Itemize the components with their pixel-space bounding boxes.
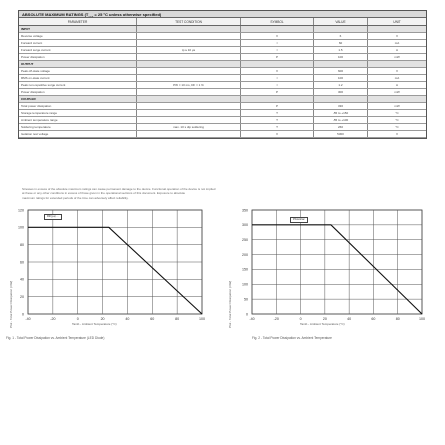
cell-symbol: I	[241, 82, 314, 88]
y-tick-label: 0	[246, 312, 248, 317]
cell-unit: mW	[394, 90, 400, 94]
cell-unit	[368, 61, 426, 67]
x-tick-label: -40	[25, 317, 31, 321]
cell-test-condition	[137, 89, 241, 95]
cell-parameter: RMS on-state current	[19, 75, 137, 81]
fig2-x-axis-label: Tamb - Ambient Temperature (°C)	[300, 322, 345, 326]
table-section-row	[19, 26, 426, 33]
x-tick-label: 60	[150, 317, 155, 321]
cell-unit: V	[395, 132, 398, 136]
header-symbol: SYMBOL	[241, 18, 314, 25]
table-section-row	[19, 61, 426, 68]
header-unit: UNIT	[393, 20, 401, 24]
cell-parameter: Total power dissipation	[19, 103, 137, 109]
cell-value	[314, 96, 368, 102]
cell-test-condition	[137, 26, 241, 32]
cell-test-condition	[137, 75, 241, 81]
x-tick-label: -20	[273, 317, 279, 321]
header-value: VALUE	[314, 18, 368, 25]
cell-symbol: P	[241, 89, 314, 95]
cell-value: -55 to +150	[314, 110, 368, 116]
table-row	[19, 40, 426, 47]
cell-unit: °C	[395, 118, 399, 122]
cell-unit: °C	[395, 125, 399, 129]
cell-value: 330	[314, 103, 368, 109]
cell-test-condition	[137, 103, 241, 109]
cell-test-condition	[137, 131, 241, 137]
fig2-caption: Fig. 2 - Total Power Dissipation vs. Ambient Temperature	[252, 336, 332, 340]
x-tick-label: 20	[322, 317, 327, 321]
x-tick-label: 80	[175, 317, 180, 321]
note-line: Stresses in excess of the absolute maximum ratings can cause permanent damage to the device. Functional operation of the device is not implied	[22, 187, 216, 191]
table-title: ABSOLUTE MAXIMUM RATINGS ($T_{amb} = 25$ °C unless otherwise specified)	[19, 11, 426, 18]
cell-test-condition: tp ≤ 10 μs	[137, 47, 241, 53]
x-tick-label: -20	[50, 317, 56, 321]
cell-parameter: Storage temperature range	[19, 110, 137, 116]
cell-parameter: Forward surge current	[19, 47, 137, 53]
fig1-legend: Rth(j-a) ...	[44, 214, 62, 220]
cell-parameter: Ambient temperature range	[19, 117, 137, 123]
y-tick-label: 0	[22, 312, 24, 317]
cell-value: 260	[314, 124, 368, 130]
cell-symbol: V	[241, 131, 314, 137]
table-row	[19, 54, 426, 61]
table-row	[19, 131, 426, 138]
x-tick-label: 40	[347, 317, 352, 321]
title-subscript: amb	[88, 15, 94, 18]
cell-unit: mW	[394, 104, 400, 108]
cell-symbol: V	[241, 33, 314, 39]
cell-parameter: COUPLER	[19, 96, 137, 102]
cell-test-condition: max. 10 s dip soldering	[137, 124, 241, 130]
cell-value: 1.5	[314, 47, 368, 53]
cell-value: 600	[314, 68, 368, 74]
x-tick-label: 60	[371, 317, 376, 321]
cell-symbol	[241, 61, 314, 67]
cell-parameter: OUTPUT	[19, 61, 137, 67]
table-row	[19, 68, 426, 75]
cell-symbol	[241, 96, 314, 102]
cell-symbol: I	[241, 40, 314, 46]
cell-symbol: I	[241, 47, 314, 53]
y-tick-label: 200	[242, 252, 248, 257]
y-tick-label: 150	[242, 267, 248, 272]
cell-parameter: Power dissipation	[19, 54, 137, 60]
cell-unit: A	[395, 48, 398, 52]
fig2-y-axis-label: Ptot - Total Power Dissipation (mW)	[228, 280, 232, 328]
cell-unit: V	[395, 34, 398, 38]
cell-symbol: I	[241, 75, 314, 81]
cell-test-condition: PW = 10 ms, DF = 1 %	[137, 82, 241, 88]
cell-unit: V	[395, 69, 398, 73]
cell-unit: mW	[394, 55, 400, 59]
cell-test-condition	[137, 117, 241, 123]
cell-parameter: Power dissipation	[19, 89, 137, 95]
cell-symbol: T	[241, 110, 314, 116]
cell-value	[314, 26, 368, 32]
cell-parameter: Forward current	[19, 40, 137, 46]
fig2-legend: Phototriac	[290, 217, 308, 223]
table-row	[19, 124, 426, 131]
cell-test-condition	[137, 54, 241, 60]
y-tick-label: 250	[242, 238, 248, 243]
cell-value: 300	[314, 89, 368, 95]
cell-parameter: Peak non-repetitive surge current	[19, 82, 137, 88]
x-tick-label: 40	[125, 317, 130, 321]
cell-value: 5300	[314, 131, 368, 137]
y-tick-label: 20	[20, 294, 24, 299]
x-tick-label: 100	[419, 317, 425, 321]
cell-unit: °C	[395, 111, 399, 115]
cell-test-condition	[137, 96, 241, 102]
table-row	[19, 103, 426, 110]
cell-parameter: Soldering temperature	[19, 124, 137, 130]
x-tick-label: -40	[249, 317, 255, 321]
cell-value: 100	[314, 75, 368, 81]
cell-test-condition	[137, 61, 241, 67]
x-tick-label: 80	[395, 317, 400, 321]
table-body	[19, 26, 426, 138]
cell-unit: mA	[394, 41, 400, 45]
cell-unit	[368, 26, 426, 32]
y-tick-label: 40	[20, 277, 24, 282]
cell-value: 100	[314, 54, 368, 60]
cell-symbol: V	[241, 68, 314, 74]
cell-test-condition	[137, 40, 241, 46]
cell-test-condition	[137, 33, 241, 39]
fig1-x-axis-label: Tamb - Ambient Temperature (°C)	[72, 322, 117, 326]
table-row	[19, 117, 426, 124]
x-tick-label: 0	[299, 317, 302, 321]
note-line: maximum ratings for extended periods of the time can adversely affect reliability.	[22, 195, 129, 200]
x-tick-label: 0	[76, 317, 79, 321]
cell-unit: A	[395, 83, 398, 87]
fig1-caption: Fig. 1 - Total Power Dissipation vs. Ambient Temperature (LED Diode)	[6, 336, 105, 340]
table-row	[19, 33, 426, 40]
y-tick-label: 100	[242, 282, 248, 287]
cell-value: -55 to +100	[314, 117, 368, 123]
figure-2	[222, 205, 445, 440]
table-row	[19, 82, 426, 89]
y-tick-label: 120	[18, 208, 24, 213]
header-test-condition: TEST CONDITION	[137, 18, 241, 25]
table-notes	[22, 187, 427, 200]
y-tick-label: 350	[242, 208, 248, 213]
header-parameter: PARAMETER	[19, 18, 137, 25]
table-row	[19, 110, 426, 117]
cell-symbol: P	[241, 103, 314, 109]
table-section-row	[19, 96, 426, 103]
cell-value: 60	[314, 40, 368, 46]
cell-symbol: T	[241, 124, 314, 130]
table-row	[19, 89, 426, 96]
y-tick-label: 60	[20, 260, 24, 265]
cell-value: 1.2	[314, 82, 368, 88]
y-tick-label: 300	[242, 223, 248, 228]
y-tick-label: 50	[244, 297, 248, 302]
cell-symbol: T	[241, 117, 314, 123]
y-tick-label: 100	[18, 225, 24, 230]
fig1-y-axis-label: Ptot - Total Power Dissipation (mW)	[9, 280, 13, 328]
cell-unit: mA	[394, 76, 400, 80]
cell-parameter: INPUT	[19, 26, 137, 32]
x-tick-label: 20	[100, 317, 105, 321]
cell-symbol: P	[241, 54, 314, 60]
cell-unit	[368, 96, 426, 102]
cell-parameter: Peak off-state voltage	[19, 68, 137, 74]
note-line: at these or any other conditions in excess of those given in the operational sections of this document. Exposure to absolute	[22, 191, 186, 196]
table-row	[19, 75, 426, 82]
y-tick-label: 80	[20, 242, 24, 247]
cell-value	[314, 61, 368, 67]
table-row	[19, 47, 426, 54]
cell-parameter: Isolation test voltage	[19, 131, 137, 137]
cell-parameter: Reverse voltage	[19, 33, 137, 39]
cell-test-condition	[137, 110, 241, 116]
x-tick-label: 100	[199, 317, 205, 321]
cell-test-condition	[137, 68, 241, 74]
absolute-maximum-ratings-table	[18, 10, 427, 139]
plot-area	[252, 210, 422, 314]
figure-1	[0, 205, 222, 440]
cell-symbol	[241, 26, 314, 32]
cell-value: 6	[314, 33, 368, 39]
